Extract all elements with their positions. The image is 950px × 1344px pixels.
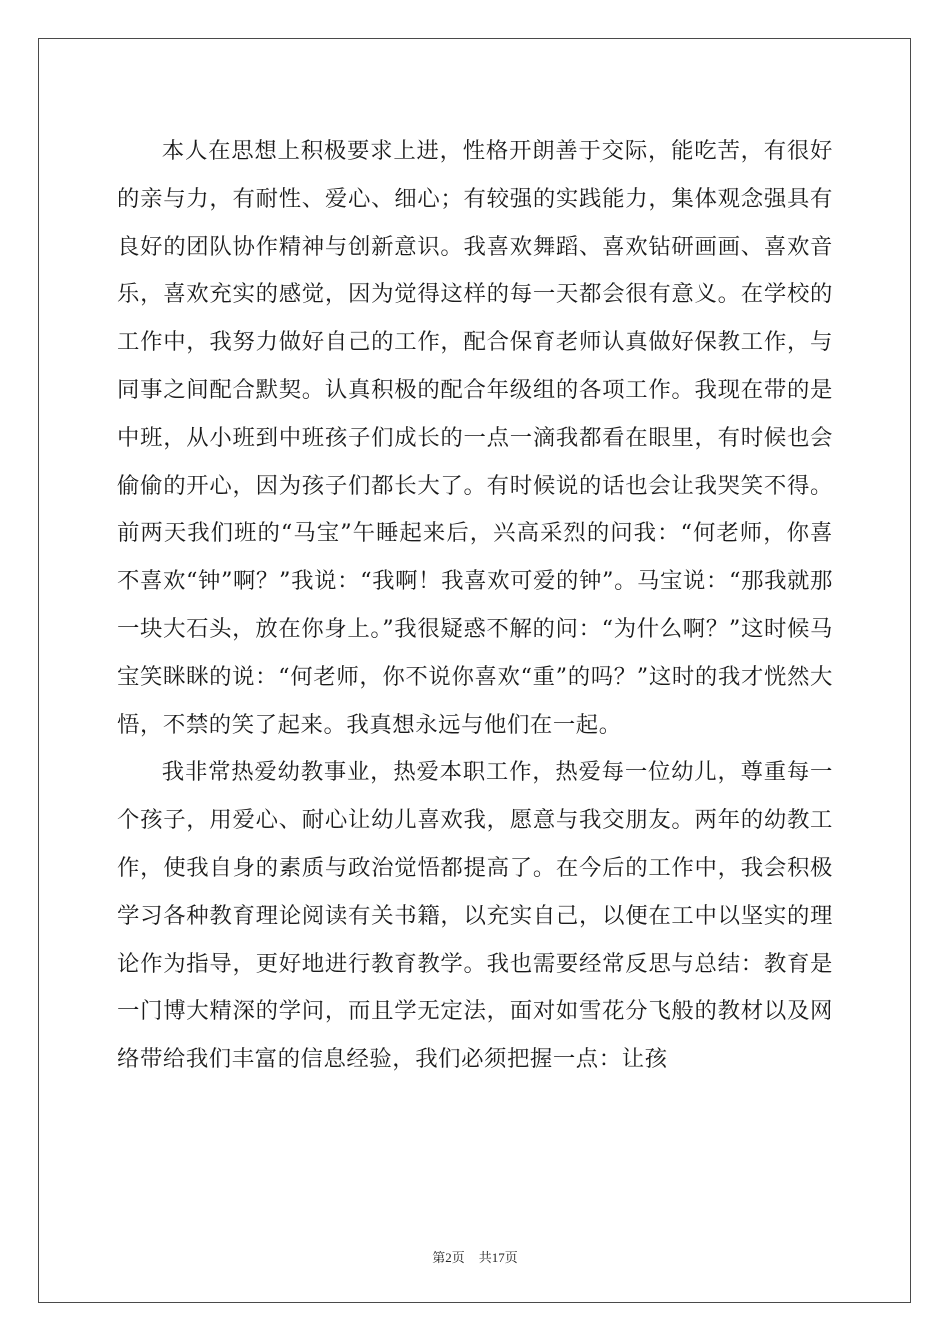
page-number: 第2页 bbox=[432, 1250, 465, 1265]
document-body bbox=[117, 128, 833, 1084]
paragraph-1: 本人在思想上积极要求上进，性格开朗善于交际，能吃苦，有很好的亲与力，有耐性、爱心、细心；有较强的实践能力，集体观念强具有良好的团队协作精神与创新意识。我喜欢舞蹈、喜欢钻研画画、喜欢音乐，喜欢充实的感觉，因为觉得这样的每一天都会很有意义。在学校的工作中，我努力做好自己的工作，配合保育老师认真做好保教工作，与同事之间配合默契。认真积极的配合年级组的各项工作。我现在带的是中班，从小班到中班孩子们成长的一点一滴我都看在眼里，有时候也会偷偷的开心，因为孩子们都长大了。有时候说的话也会让我哭笑不得。前两天我们班的“马宝”午睡起来后，兴高采烈的问我：“何老师，你喜不喜欢“钟”啊？”我说：“我啊！我喜欢可爱的钟”。马宝说：“那我就那一块大石头，放在你身上。”我很疑惑不解的问：“为什么啊？”这时候马宝笑眯眯的说：“何老师，你不说你喜欢“重”的吗？”这时的我才恍然大悟，不禁的笑了起来。我真想永远与他们在一起。 bbox=[117, 138, 833, 738]
paragraph-2: 我非常热爱幼教事业，热爱本职工作，热爱每一位幼儿，尊重每一个孩子，用爱心、耐心让幼儿喜欢我，愿意与我交朋友。两年的幼教工作，使我自身的素质与政治觉悟都提高了。在今后的工作中，我会积极学习各种教育理论阅读有关书籍，以充实自己，以便在工中以坚实的理论作为指导，更好地进行教育教学。我也需要经常反思与总结：教育是一门博大精深的学问，而且学无定法，面对如雪花分飞般的教材以及网络带给我们丰富的信息经验，我们必须把握一点：让孩 bbox=[117, 759, 833, 1073]
page-footer bbox=[0, 1247, 950, 1266]
page-total: 共17页 bbox=[478, 1250, 518, 1265]
